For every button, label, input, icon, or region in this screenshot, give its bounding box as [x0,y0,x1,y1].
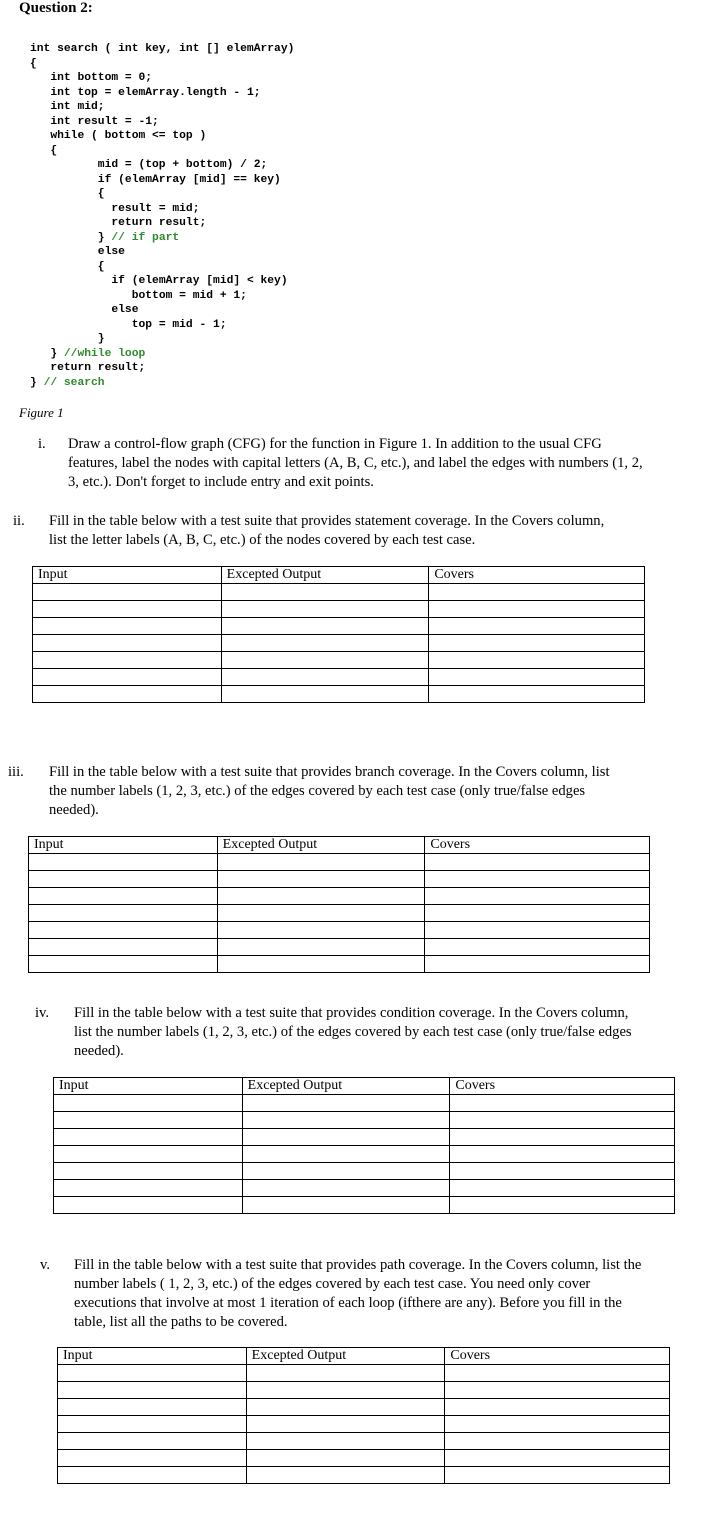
input-cell[interactable] [54,1146,243,1163]
expected-output-cell[interactable] [221,618,429,635]
header-input: Input [58,1348,247,1365]
question-ii [0,512,724,552]
expected-output-cell[interactable] [221,601,429,618]
question-line: list the number labels (1, 2, 3, etc.) of the edges covered by each test case (only true/false edges [74,1024,632,1040]
code-indent [30,203,111,215]
question-line: needed). [49,802,99,818]
code-line [30,129,294,144]
expected-output-cell[interactable] [217,922,425,939]
question-number: i. [38,436,46,452]
expected-output-cell[interactable] [221,652,429,669]
covers-cell[interactable] [425,905,650,922]
code-indent [30,159,98,171]
expected-output-cell[interactable] [242,1112,450,1129]
code-text: } [97,231,112,244]
input-cell[interactable] [54,1112,243,1129]
covers-cell[interactable] [425,888,650,905]
code-line [30,361,294,376]
code-line [30,289,294,304]
expected-output-cell[interactable] [217,854,425,871]
code-line [30,347,294,362]
code-line [30,115,294,130]
code-comment: // if part [111,231,180,244]
code-indent [30,87,50,99]
input-cell[interactable] [54,1095,243,1112]
question-line: Draw a control-flow graph (CFG) for the function in Figure 1. In addition to the usual CFG [68,436,602,452]
input-cell[interactable] [29,939,218,956]
input-cell[interactable] [54,1129,243,1146]
code-indent [30,362,50,374]
covers-cell[interactable] [450,1163,675,1180]
code-text: int top = elemArray.length - 1; [50,86,261,99]
code-line [30,274,294,289]
question-line: Fill in the table below with a test suite that provides branch coverage. In the Covers column, list [49,764,610,780]
covers-cell[interactable] [450,1129,675,1146]
question-line: features, label the nodes with capital letters (A, B, C, etc.), and label the edges with numbers (1, 2, [68,455,643,471]
expected-output-cell[interactable] [246,1433,445,1450]
input-cell[interactable] [58,1365,247,1382]
question-line: Fill in the table below with a test suite that provides statement coverage. In the Covers column, [49,513,605,529]
covers-cell[interactable] [425,922,650,939]
covers-cell[interactable] [450,1112,675,1129]
question-v [0,1256,724,1336]
code-listing [30,42,294,390]
code-text: { [97,260,105,273]
question-number: ii. [13,513,25,529]
code-line [30,332,294,347]
input-cell[interactable] [33,652,222,669]
code-indent [30,188,98,200]
covers-cell[interactable] [429,669,645,686]
code-indent [30,217,111,229]
code-text: while ( bottom <= top ) [50,130,207,142]
covers-cell[interactable] [429,601,645,618]
question-iv [0,1004,724,1064]
code-line [30,42,294,57]
expected-output-cell[interactable] [217,888,425,905]
covers-cell[interactable] [429,635,645,652]
input-cell[interactable] [33,584,222,601]
input-cell[interactable] [58,1416,247,1433]
condition-coverage-table [53,1077,675,1214]
covers-cell[interactable] [445,1467,670,1484]
code-line [30,173,294,188]
header-covers: Covers [445,1348,670,1365]
figure-caption: Figure 1 [19,405,64,420]
question-line: Fill in the table below with a test suite that provides path coverage. In the Covers column, list the [74,1257,642,1273]
question-line: table, list all the paths to be covered. [74,1314,288,1330]
code-line [30,100,294,115]
code-text: int search ( int key, int [] elemArray) [30,43,295,55]
covers-cell[interactable] [429,584,645,601]
expected-output-cell[interactable] [217,905,425,922]
question-line: the number labels (1, 2, 3, etc.) of the edges covered by each test case (only true/false edges [49,783,586,799]
covers-cell[interactable] [425,871,650,888]
input-cell[interactable] [29,956,218,973]
code-comment: //while loop [63,347,146,360]
input-cell[interactable] [58,1399,247,1416]
question-number: iv. [35,1005,50,1021]
expected-output-cell[interactable] [246,1365,445,1382]
question-line: needed). [74,1043,124,1059]
input-cell[interactable] [58,1467,247,1484]
covers-cell[interactable] [450,1180,675,1197]
code-text: else [97,246,125,258]
covers-cell[interactable] [445,1433,670,1450]
code-line [30,158,294,173]
code-text: int mid; [50,101,105,113]
header-covers: Covers [429,567,645,584]
input-cell[interactable] [33,601,222,618]
path-coverage-table [57,1347,670,1484]
question-i [0,435,724,495]
code-indent [30,246,98,258]
question-number: v. [40,1257,50,1273]
expected-output-cell[interactable] [246,1416,445,1433]
question-iii [0,763,724,823]
code-indent [30,290,132,302]
expected-output-cell[interactable] [221,669,429,686]
code-text: int result = -1; [50,115,159,128]
covers-cell[interactable] [429,618,645,635]
input-cell[interactable] [58,1450,247,1467]
code-indent [30,261,98,273]
expected-output-cell[interactable] [217,939,425,956]
code-indent [30,275,111,287]
header-input: Input [29,837,218,854]
expected-output-cell[interactable] [221,686,429,703]
input-cell[interactable] [58,1433,247,1450]
code-text: result = mid; [111,202,200,215]
covers-cell[interactable] [450,1146,675,1163]
input-cell[interactable] [33,618,222,635]
code-line [30,260,294,275]
code-text: top = mid - 1; [131,318,227,331]
input-cell[interactable] [33,635,222,652]
code-text: } [50,347,64,360]
code-line [30,245,294,260]
code-text: return result; [50,362,146,374]
covers-cell[interactable] [429,686,645,703]
covers-cell[interactable] [450,1197,675,1214]
code-text: { [50,144,58,157]
covers-cell[interactable] [425,854,650,871]
header-input: Input [33,567,222,584]
input-cell[interactable] [29,888,218,905]
code-text: int bottom = 0; [50,72,153,84]
code-line [30,376,294,391]
code-text: else [111,304,139,316]
question-line: 3, etc.). Don't forget to include entry and exit points. [68,474,374,490]
code-line [30,231,294,246]
input-cell[interactable] [58,1382,247,1399]
code-indent [30,72,50,84]
code-line [30,86,294,101]
expected-output-cell[interactable] [242,1095,450,1112]
expected-output-cell[interactable] [242,1197,450,1214]
code-text: if (elemArray [mid] == key) [97,173,281,186]
code-line [30,202,294,217]
header-covers: Covers [425,837,650,854]
input-cell[interactable] [54,1180,243,1197]
covers-cell[interactable] [429,652,645,669]
covers-cell[interactable] [445,1416,670,1433]
code-indent [30,304,111,316]
expected-output-cell[interactable] [246,1450,445,1467]
header-expected-output: Excepted Output [221,567,429,584]
code-comment: // search [43,376,105,389]
input-cell[interactable] [29,922,218,939]
input-cell[interactable] [54,1197,243,1214]
expected-output-cell[interactable] [246,1399,445,1416]
header-input: Input [54,1078,243,1095]
expected-output-cell[interactable] [242,1129,450,1146]
code-text: return result; [111,217,207,229]
question-line: number labels ( 1, 2, 3, etc.) of the edges covered by each test case. You need only cover [74,1276,591,1292]
code-line [30,216,294,231]
covers-cell[interactable] [445,1382,670,1399]
code-line [30,303,294,318]
input-cell[interactable] [29,854,218,871]
expected-output-cell[interactable] [242,1146,450,1163]
expected-output-cell[interactable] [242,1163,450,1180]
expected-output-cell[interactable] [221,635,429,652]
covers-cell[interactable] [445,1399,670,1416]
question-line: executions that involve at most 1 iteration of each loop (ifthere are any). Before you fill in the [74,1295,622,1311]
expected-output-cell[interactable] [246,1467,445,1484]
header-covers: Covers [450,1078,675,1095]
code-text: mid = (top + bottom) / 2; [97,159,268,171]
expected-output-cell[interactable] [217,956,425,973]
code-text: if (elemArray [mid] < key) [111,275,288,287]
code-indent [30,333,98,345]
expected-output-cell[interactable] [217,871,425,888]
input-cell[interactable] [33,686,222,703]
question-title: Question 2: [19,0,93,16]
expected-output-cell[interactable] [246,1382,445,1399]
code-line [30,144,294,159]
code-text: } [97,333,105,345]
code-indent [30,232,98,244]
code-indent [30,101,50,113]
code-text: { [97,188,105,200]
covers-cell[interactable] [450,1095,675,1112]
code-indent [30,145,50,157]
header-expected-output: Excepted Output [242,1078,450,1095]
branch-coverage-table [28,836,650,973]
code-indent [30,348,50,360]
question-line: list the letter labels (A, B, C, etc.) of the nodes covered by each test case. [49,532,476,548]
input-cell[interactable] [29,905,218,922]
expected-output-cell[interactable] [242,1180,450,1197]
covers-cell[interactable] [425,956,650,973]
code-indent [30,130,50,142]
input-cell[interactable] [29,871,218,888]
code-indent [30,116,50,128]
code-line [30,71,294,86]
header-expected-output: Excepted Output [246,1348,445,1365]
code-text: bottom = mid + 1; [131,289,247,302]
code-line [30,57,294,72]
code-indent [30,174,98,186]
question-number: iii. [8,764,24,780]
code-line [30,187,294,202]
question-line: Fill in the table below with a test suite that provides condition coverage. In the Covers column, [74,1005,629,1021]
code-text: } [30,376,44,389]
input-cell[interactable] [54,1163,243,1180]
header-expected-output: Excepted Output [217,837,425,854]
code-line [30,318,294,333]
code-indent [30,319,132,331]
expected-output-cell[interactable] [221,584,429,601]
input-cell[interactable] [33,669,222,686]
code-text: { [30,57,37,70]
covers-cell[interactable] [425,939,650,956]
covers-cell[interactable] [445,1450,670,1467]
covers-cell[interactable] [445,1365,670,1382]
statement-coverage-table [32,566,645,703]
